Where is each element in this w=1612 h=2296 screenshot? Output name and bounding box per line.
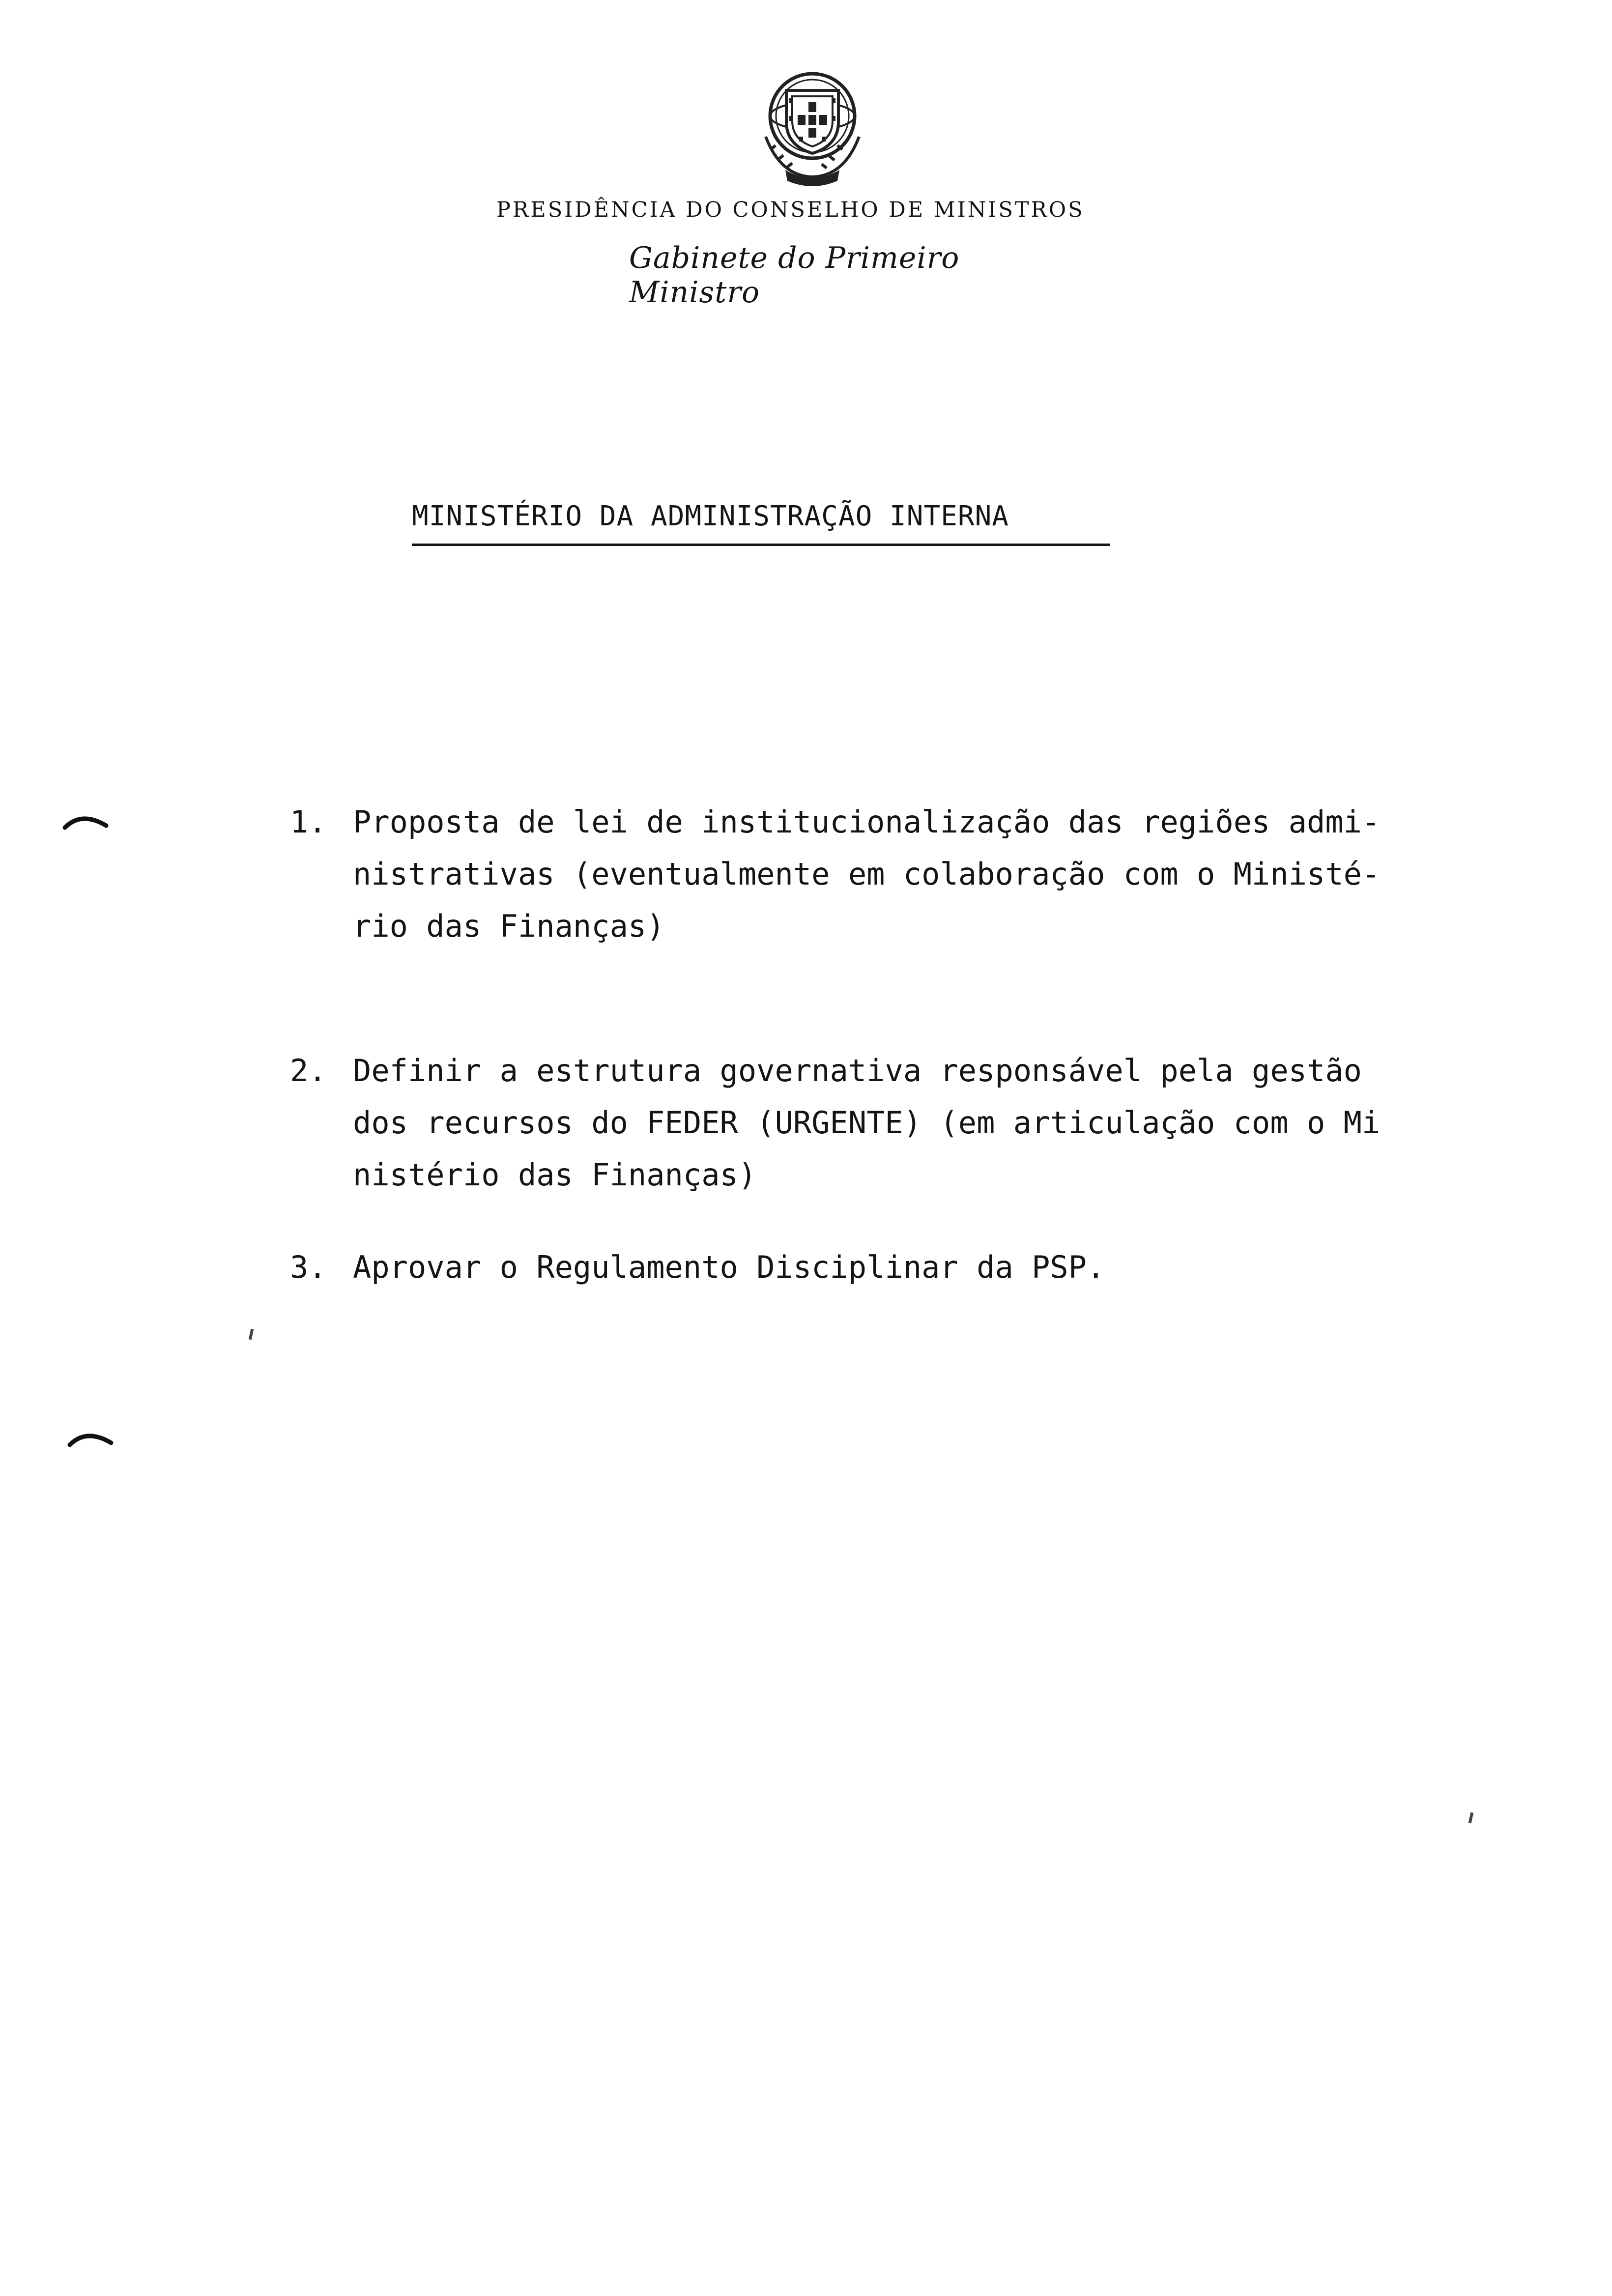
- list-item-number: 3.: [290, 1249, 327, 1285]
- list-item-text: Proposta de lei de institucionalização das regiões admi- nistrativas (eventualmente em colaboração com o Ministé- rio das Finanças): [353, 804, 1381, 944]
- list-item-text: Aprovar o Regulamento Disciplinar da PSP.: [353, 1249, 1105, 1285]
- list-item-number: 1.: [290, 804, 327, 840]
- list-item-number: 2.: [290, 1053, 327, 1089]
- cabinet-heading: Gabinete do Primeiro Ministro: [629, 241, 960, 310]
- list-item-text: Definir a estrutura governativa responsável pela gestão dos recursos do FEDER (URGENTE) (em articulação com o Mi nistério das Finanças): [353, 1053, 1381, 1193]
- coat-of-arms-icon: [751, 63, 874, 186]
- list-item: [290, 1241, 1479, 1300]
- punch-hole-mark-icon: [62, 811, 109, 831]
- list-item: [290, 796, 1479, 958]
- list-item: [290, 1045, 1479, 1207]
- punch-hole-mark-icon: [67, 1428, 114, 1448]
- scan-speck: [249, 1329, 254, 1340]
- scan-speck: [1468, 1812, 1473, 1824]
- title-underline: [412, 544, 1110, 546]
- presidency-heading: PRESIDÊNCIA DO CONSELHO DE MINISTROS: [496, 198, 1085, 222]
- ministry-title: MINISTÉRIO DA ADMINISTRAÇÃO INTERNA: [412, 500, 1009, 532]
